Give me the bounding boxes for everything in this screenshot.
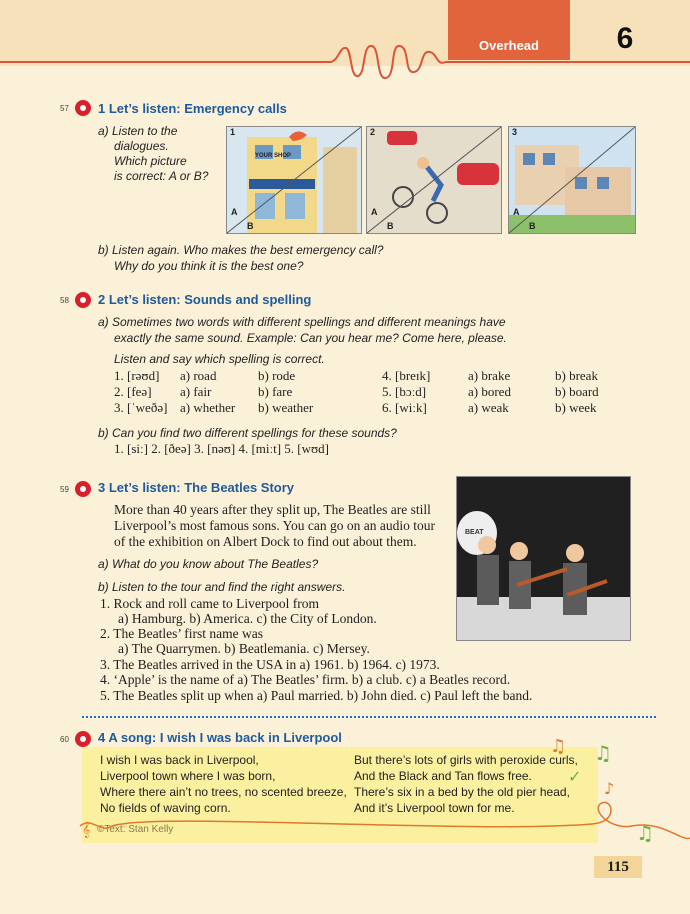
song-left-line-1: I wish I was back in Liverpool, [100, 753, 259, 767]
track-number-59: 59 [60, 485, 69, 494]
header-wave-line [0, 44, 690, 90]
picture-2-number: 2 [370, 127, 376, 137]
song-left-line-2: Liverpool town where I was born, [100, 769, 276, 783]
s3-item-5: 5. The Beatles split up when a) Paul married. b) John died. c) Paul left the band. [100, 688, 533, 703]
s2-a-line-1: a) Sometimes two words with different spellings and different meanings have [98, 315, 506, 329]
s3-item-2-options: a) The Quarrymen. b) Beatlemania. c) Mersey. [118, 641, 370, 656]
s1-b-line-2: Why do you think it is the best one? [114, 259, 304, 273]
unit-number: 6 [616, 22, 634, 55]
s2-b-line: b) Can you find two different spellings for these sounds? [98, 426, 397, 440]
s2-a-line-2: exactly the same sound. Example: Can you hear me? Come here, please. [114, 331, 507, 345]
beatles-photo [456, 476, 631, 641]
picture-3[interactable] [508, 126, 636, 234]
s2-row-1-a: a) road [180, 368, 217, 383]
s3-item-2: 2. The Beatles’ first name was [100, 626, 263, 641]
picture-1-shop-sign: YOUR SHOP [255, 153, 292, 159]
s2-row-1-b: b) rode [258, 368, 296, 383]
picture-2-label-b: B [387, 221, 394, 231]
s2-row-2-sound-2: 5. [bɔːd] [382, 384, 427, 399]
song-right-line-3: There’s six in a bed by the old pier head, [354, 785, 570, 799]
s1-a-line-2: dialogues. [114, 139, 169, 153]
section-divider [82, 716, 656, 718]
page-number: 115 [594, 856, 642, 878]
song-right-line-4: And it’s Liverpool town for me. [354, 801, 515, 815]
music-decoration [72, 730, 690, 860]
music-note-icon: ♫ [550, 736, 567, 757]
s2-instruction: Listen and say which spelling is correct. [114, 352, 325, 366]
section-2-title: 2 Let’s listen: Sounds and spelling [98, 292, 312, 307]
picture-2[interactable] [366, 126, 502, 234]
s3-a-line: a) What do you know about The Beatles? [98, 557, 319, 571]
s2-row-3-a: a) whether [180, 400, 236, 415]
song-left-line-3: Where there ain’t no trees, no scented breeze, [100, 785, 347, 799]
picture-1-number: 1 [230, 127, 236, 137]
overhead-label: Overhead [479, 38, 539, 53]
picture-3-label-a: A [513, 207, 520, 217]
s3-intro-2: Liverpool’s most famous sons. You can go on an audio tour [114, 518, 435, 533]
s2-row-2-sound: 2. [feə] [114, 384, 152, 399]
song-right-line-2: And the Black and Tan flows free. [354, 769, 532, 783]
s2-row-3-sound: 3. [ˈweðə] [114, 400, 168, 415]
s1-b-line-1: b) Listen again. Who makes the best emergency call? [98, 243, 384, 257]
s3-item-3: 3. The Beatles arrived in the USA in a) 1961. b) 1964. c) 1973. [100, 657, 440, 672]
s3-intro-3: of the exhibition on Albert Dock to find out about them. [114, 534, 417, 549]
s2-row-3-b: b) weather [258, 400, 314, 415]
track-number-60: 60 [60, 735, 69, 744]
s3-item-4: 4. ‘Apple’ is the name of a) The Beatles’ firm. b) a club. c) a Beatles record. [100, 672, 511, 687]
track-number-58: 58 [60, 296, 69, 305]
music-notes-icon: ♫ [594, 741, 612, 765]
picture-3-label-b: B [529, 221, 536, 231]
s2-sounds: 1. [siː] 2. [ðeə] 3. [nəʊ] 4. [miːt] 5. [wʊd] [114, 441, 329, 456]
s3-b-line: b) Listen to the tour and find the right answers. [98, 580, 346, 594]
s1-a-line-4: is correct: A or B? [114, 169, 209, 183]
picture-1-label-b: B [247, 221, 254, 231]
s2-row-2-b: b) fare [258, 384, 293, 399]
s2-row-3-b-2: b) week [555, 400, 597, 415]
s1-a-line-1: a) Listen to the [98, 124, 178, 138]
picture-2-label-a: A [371, 207, 378, 217]
check-icon: ✓ [568, 767, 582, 786]
picture-1-illustration [227, 127, 361, 233]
picture-2-illustration [367, 127, 501, 233]
treble-clef-icon: 𝄞 [82, 822, 91, 838]
s3-item-1: 1. Rock and roll came to Liverpool from [100, 596, 319, 611]
picture-1-label-a: A [231, 207, 238, 217]
track-number-57: 57 [60, 104, 69, 113]
cd-icon[interactable] [75, 481, 91, 497]
music-note-icon: ♪ [604, 779, 615, 798]
s2-row-3-a-2: a) weak [468, 400, 509, 415]
s2-row-3-sound-2: 6. [wiːk] [382, 400, 427, 415]
s2-row-1-sound: 1. [rəʊd] [114, 368, 160, 383]
picture-1[interactable] [226, 126, 362, 234]
song-right-line-1: But there’s lots of girls with peroxide curls, [354, 753, 578, 767]
s3-item-1-options: a) Hamburg. b) America. c) the City of London. [118, 611, 377, 626]
beatles-photo-illustration [457, 477, 630, 640]
s2-row-2-a: a) fair [180, 384, 212, 399]
section-1-title: 1 Let’s listen: Emergency calls [98, 101, 287, 116]
s2-row-1-b-2: b) break [555, 368, 598, 383]
s2-row-1-sound-2: 4. [breɪk] [382, 368, 431, 383]
section-3-title: 3 Let’s listen: The Beatles Story [98, 480, 295, 495]
section-4-title: 4 A song: I wish I was back in Liverpool [98, 730, 342, 745]
cd-icon[interactable] [75, 292, 91, 308]
s1-a-line-3: Which picture [114, 154, 187, 168]
s2-row-1-a-2: a) brake [468, 368, 511, 383]
picture-3-illustration [509, 127, 635, 233]
song-copyright: ©Text: Stan Kelly [97, 824, 174, 835]
cd-icon[interactable] [75, 100, 91, 116]
picture-3-number: 3 [512, 127, 518, 137]
song-left-line-4: No fields of waving corn. [100, 801, 231, 815]
beatles-drum-sign: BEAT [465, 529, 484, 536]
s2-row-2-b-2: b) board [555, 384, 599, 399]
music-notes-icon: ♫ [636, 821, 654, 845]
s2-row-2-a-2: a) bored [468, 384, 511, 399]
s3-intro-1: More than 40 years after they split up, The Beatles are still [114, 502, 431, 517]
